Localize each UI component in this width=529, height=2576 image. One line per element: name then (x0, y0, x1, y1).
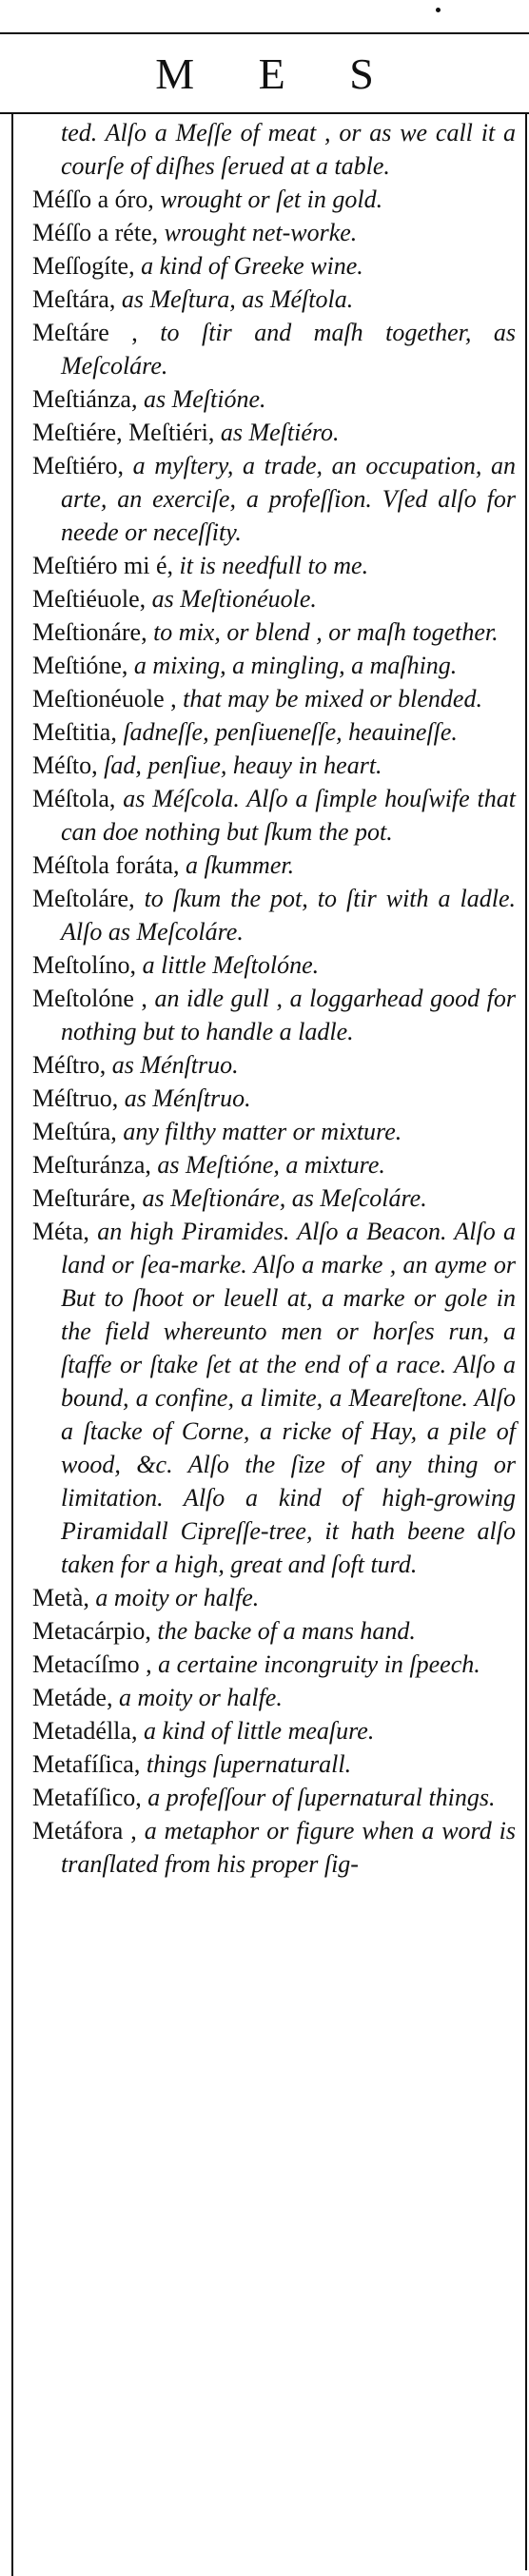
headword: Meſturánza, (32, 1151, 151, 1179)
dictionary-entry (32, 749, 516, 782)
definition: as Meſtiéro. (214, 419, 340, 446)
definition: wrought net-worke. (158, 219, 358, 246)
headword: Meſtitia, (32, 718, 117, 746)
definition: a moity or halfe. (112, 1684, 283, 1711)
definition: wrought or ſet in gold. (153, 185, 383, 213)
headword: Meſſogíte, (32, 252, 135, 280)
definition: to ſkum the pot, to ſtir with a ladle. Alſo as Meſcoláre. (61, 885, 516, 946)
headword: Méſſo a óro, (32, 185, 154, 213)
dictionary-entry (32, 1148, 516, 1181)
dictionary-entry (32, 1048, 516, 1082)
headword: Méſto, (32, 751, 98, 779)
headword: Metacárpio, (32, 1617, 151, 1645)
headword: Meſtolíno, (32, 951, 137, 979)
dictionary-entry (32, 416, 516, 449)
dictionary-entry (32, 649, 516, 682)
definition: to mix, or blend , or maſh together. (147, 618, 499, 646)
text-column (11, 112, 529, 2576)
definition: as Meſtióne. (137, 385, 266, 413)
definition: a mixing, a mingling, a maſhing. (127, 652, 458, 679)
dictionary-entry (32, 682, 516, 715)
dictionary-entry (32, 449, 516, 549)
definition: as Meſtióne, a mixture. (150, 1151, 385, 1179)
definition: as Ménſtruo. (106, 1051, 239, 1079)
headword: Meſtoláre, (32, 885, 135, 912)
headword: Meſtionáre, (32, 618, 147, 646)
headword: Meſtióne, (32, 652, 128, 679)
headword: Méſtro, (32, 1051, 107, 1079)
headword: Meſtúra, (32, 1118, 117, 1145)
definition: an idle gull , a loggarhead good for nothing but to handle a ladle. (61, 985, 516, 1045)
headword: Metáfora , (32, 1817, 137, 1844)
dictionary-entry (32, 1181, 516, 1215)
dictionary-entry (32, 549, 516, 582)
definition: as Ménſtruo. (118, 1084, 251, 1112)
dictionary-entry (32, 283, 516, 316)
definition: as Méſcola. Alſo a ſimple houſwife that can doe nothing but ſkum the pot. (61, 785, 516, 846)
dictionary-entry (32, 1814, 516, 1881)
dictionary-entry (32, 615, 516, 649)
definition: ted. Alſo a Meſſe of meat , or as we call it a courſe of diſhes ſerued at a table. (61, 119, 516, 180)
dictionary-entry (32, 715, 516, 749)
headword: Metafíſico, (32, 1784, 142, 1811)
dictionary-entry (32, 316, 516, 382)
dictionary-entry (32, 948, 516, 982)
headword: Meſtiéro mi é, (32, 552, 174, 579)
headword: Metà, (32, 1584, 89, 1611)
headword: Metafíſica, (32, 1750, 141, 1778)
column-right-rule (525, 112, 527, 2570)
headword: Méſſo a réte, (32, 219, 159, 246)
headword: Meſtára, (32, 285, 116, 313)
dictionary-entry (32, 849, 516, 882)
dictionary-entry (32, 1614, 516, 1648)
dictionary-entry (32, 382, 516, 416)
dictionary-entry (32, 183, 516, 216)
headword: Meſtáre , (32, 319, 138, 346)
dictionary-entry (32, 1215, 516, 1581)
dictionary-entry (32, 1781, 516, 1814)
dictionary-entry (32, 782, 516, 849)
dictionary-entry (32, 1714, 516, 1747)
dictionary-entry (32, 1681, 516, 1714)
definition: a myſtery, a trade, an occupation, an arte, an exerciſe, a profeſſion. Vſed alſo for neede or neceſſity. (61, 452, 516, 546)
headword: Méſtruo, (32, 1084, 119, 1112)
ink-dot (436, 8, 441, 12)
dictionary-entry (32, 1648, 516, 1681)
dictionary-entry (32, 1082, 516, 1115)
definition: a kind of little meaſure. (137, 1717, 375, 1745)
definition: as Meſtionéuole. (146, 585, 317, 613)
headword: Metáde, (32, 1684, 113, 1711)
definition: a profeſſour of ſupernatural things. (141, 1784, 496, 1811)
definition: any filthy matter or mixture. (116, 1118, 402, 1145)
dictionary-entry (32, 249, 516, 283)
definition: ſad, penſiue, heauy in heart. (97, 751, 382, 779)
definition: it is needfull to me. (173, 552, 369, 579)
entry-list (13, 112, 527, 1881)
headword: Meſturáre, (32, 1184, 137, 1212)
headword: Meſtiánza, (32, 385, 138, 413)
headword: Méſtola foráta, (32, 851, 180, 879)
definition: a little Meſtolóne. (136, 951, 320, 979)
definition: a certaine incongruity in ſpeech. (151, 1650, 480, 1678)
headword: Meſtiére, Meſtiéri, (32, 419, 215, 446)
definition: a moity or halfe. (88, 1584, 260, 1611)
headword: Meſtiéuole, (32, 585, 147, 613)
definition: the backe of a mans hand. (150, 1617, 416, 1645)
headword: Meſtolóne , (32, 985, 147, 1012)
definition: that may be mixed or blended. (176, 685, 482, 712)
definition: an high Piramides. Alſo a Beacon. Alſo a land or ſea-marke. Alſo a marke , an ayme or But to ſhoot or leuell at, a marke or gole in the field whereunto men or horſes run, a ſtaffe or ſtake ſet at the end of a race. Alſo a bound, a confine, a limite, a Meareſtone. Alſo a ſtacke of Corne, a ricke of Hay, a pile of wood, &c. Alſo the ſize of any thing or limitation. Alſo a kind of high-growing Piramidall Cipreſſe-tree, it hath beene alſo taken for a high, great and ſoft turd. (61, 1218, 516, 1578)
headword: Méſtola, (32, 785, 116, 812)
dictionary-entry (32, 982, 516, 1048)
running-header: M E S (155, 49, 401, 98)
definition: a kind of Greeke wine. (134, 252, 363, 280)
dictionary-entry (32, 1581, 516, 1614)
definition: a metaphor or figure when a word is tranſlated from his proper ſig- (61, 1817, 516, 1878)
definition: as Meſtionáre, as Meſcoláre. (136, 1184, 427, 1212)
definition: a ſkummer. (179, 851, 295, 879)
headword: Méta, (32, 1218, 89, 1245)
definition: to ſtir and maſh together, as Meſcoláre. (61, 319, 516, 380)
definition: things ſupernaturall. (140, 1750, 352, 1778)
headword: Metacíſmo , (32, 1650, 152, 1678)
definition: as Meſtura, as Méſtola. (115, 285, 354, 313)
headword: Meſtiéro, (32, 452, 125, 479)
definition: ſadneſſe, penſiueneſſe, heauineſſe. (116, 718, 458, 746)
dictionary-entry (32, 116, 516, 183)
headword: Metadélla, (32, 1717, 138, 1745)
dictionary-entry (32, 1115, 516, 1148)
dictionary-entry (32, 582, 516, 615)
dictionary-entry (32, 216, 516, 249)
dictionary-entry (32, 882, 516, 948)
dictionary-entry (32, 1747, 516, 1781)
headword: Meſtionéuole , (32, 685, 177, 712)
